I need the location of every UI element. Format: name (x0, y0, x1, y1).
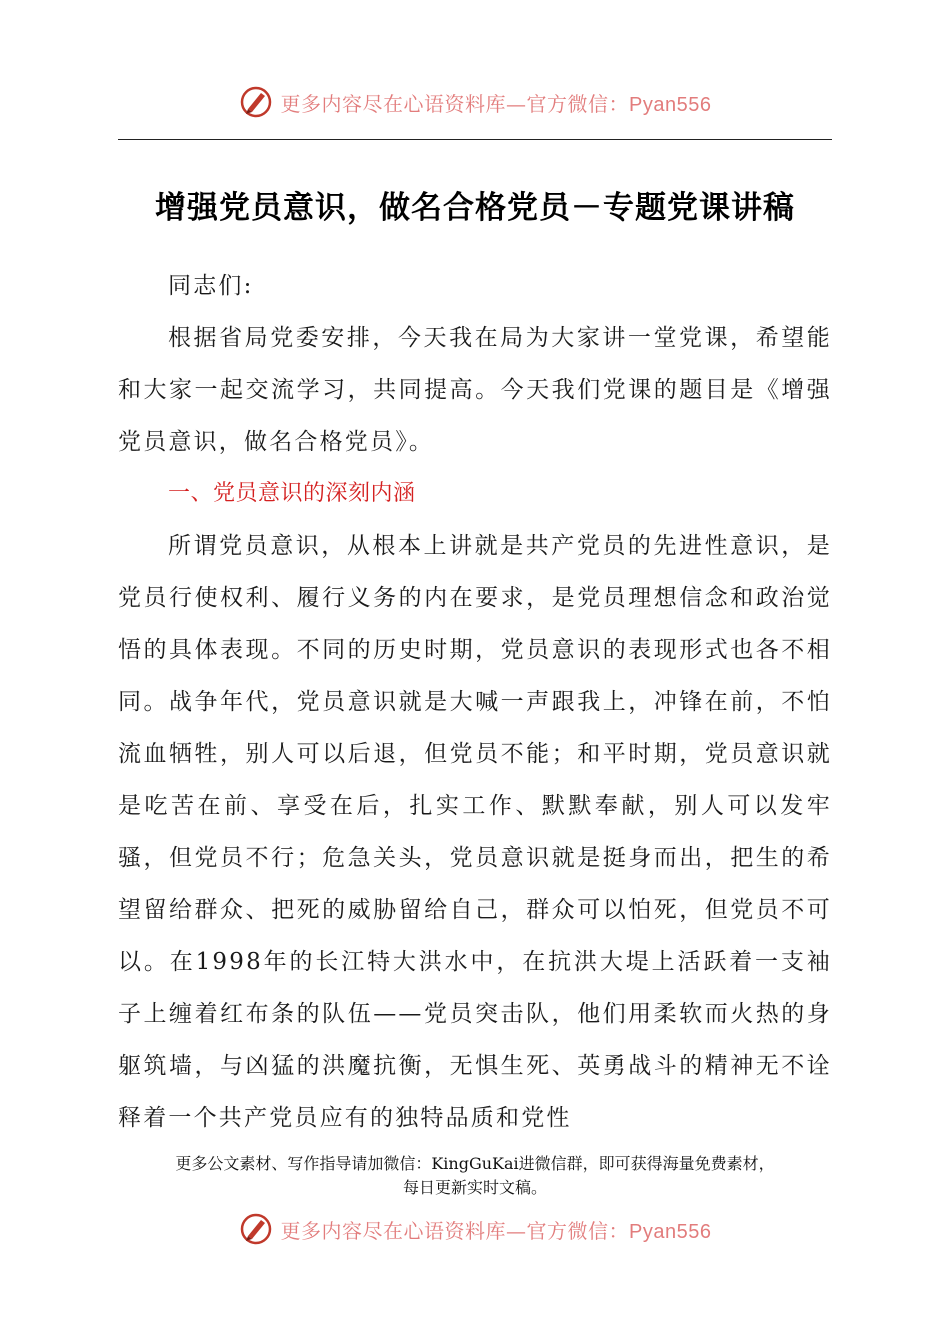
pen-logo-icon (239, 1212, 273, 1246)
header-rule (118, 139, 832, 140)
intro-paragraph: 根据省局党委安排，今天我在局为大家讲一堂党课，希望能和大家一起交流学习，共同提高。今天我们党课的题目是《增强党员意识，做名合格党员》。 (118, 325, 832, 455)
section-paragraph: 所谓党员意识，从根本上讲就是共产党员的先进性意识，是党员行使权利、履行义务的内在要求，是党员理想信念和政治觉悟的具体表现。不同的历史时期，党员意识的表现形式也各不相同。战争年代，党员意识就是大喊一声跟我上，冲锋在前，不怕流血牺牲，别人可以后退，但党员不能；和平时期，党员意识就是吃苦在前、享受在后，扎实工作、默默奉献，别人可以发牢骚，但党员不行；危急关头，党员意识就是挺身而出，把生的希望留给群众、把死的威胁留给自己，群众可以怕死，但党员不可以。在1998年的长江特大洪水中，在抗洪大堤上活跃着一支袖子上缠着红布条的队伍——党员突击队，他们用柔软而火热的身躯筑墙，与凶猛的洪魔抗衡，无惧生死、英勇战斗的精神无不诠释着一个共产党员应有的独特品质和党性 (118, 533, 832, 1131)
footer-note-line2: 每日更新实时文稿。 (402, 1178, 547, 1197)
document-body (118, 260, 832, 1144)
section-heading: 一、党员意识的深刻内涵 (168, 481, 416, 506)
footer-note (0, 1152, 950, 1200)
header-banner (0, 80, 950, 124)
pen-logo-icon (239, 85, 273, 119)
banner-text: 更多内容尽在心语资料库—官方微信：Pyan556 (280, 91, 712, 116)
greeting: 同志们: (168, 273, 254, 299)
footer-note-line1: 更多公文素材、写作指导请加微信：KingGuKai进微信群，即可获得海量免费素材， (175, 1154, 775, 1173)
footer-banner (0, 1207, 950, 1251)
banner-text: 更多内容尽在心语资料库—官方微信：Pyan556 (280, 1218, 712, 1243)
page-title: 增强党员意识，做名合格党员－专题党课讲稿 (155, 190, 795, 226)
